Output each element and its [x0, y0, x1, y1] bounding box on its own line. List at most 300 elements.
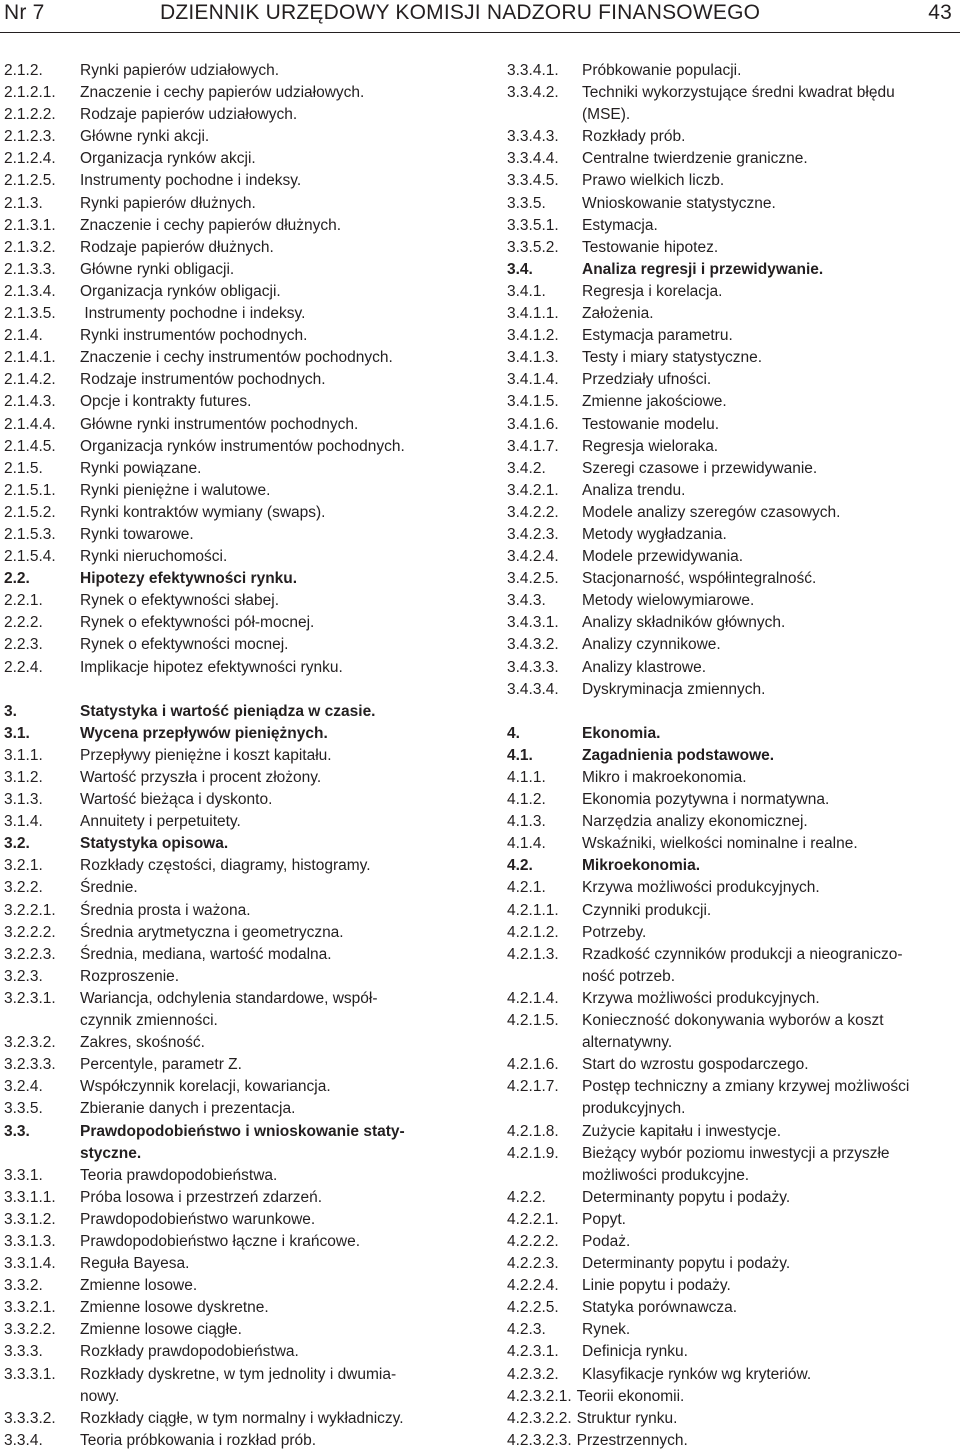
toc-entry [4, 148, 460, 170]
entry-title: Zużycie kapitału i inwestycje. [582, 1122, 781, 1140]
entry-title: Rynki kontraktów wymiany (swaps). [80, 503, 326, 521]
toc-entry [4, 1275, 460, 1297]
entry-title: Przestrzennych. [576, 1431, 688, 1449]
entry-number: 3.1.3. [4, 791, 43, 809]
entry-number: 2.1.2.1. [4, 84, 56, 102]
entry-number: 2.1.5.2. [4, 503, 56, 521]
toc-entry [4, 126, 460, 148]
entry-number: 4.2.3.2.1. [507, 1387, 572, 1405]
entry-number: 3.3.4. [4, 1431, 43, 1449]
entry-title: Zbieranie danych i prezentacja. [80, 1100, 296, 1118]
entry-number: 4.2.1.9. [507, 1144, 559, 1162]
toc-entry [507, 170, 960, 192]
toc-entry [4, 414, 460, 436]
toc-entry [507, 215, 960, 237]
entry-title: Organizacja rynków akcji. [80, 150, 256, 168]
toc-entry [4, 988, 460, 1010]
entry-title: Modele analizy szeregów czasowych. [582, 503, 841, 521]
entry-title: Główne rynki akcji. [80, 128, 210, 146]
toc-entry [507, 281, 960, 303]
entry-title: produkcyjnych. [582, 1100, 686, 1118]
toc-entry [4, 237, 460, 259]
entry-title: Teoria próbkowania i rozkład prób. [80, 1431, 317, 1449]
entry-title: Statystyka opisowa. [80, 835, 229, 853]
entry-title: Start do wzrostu gospodarczego. [582, 1056, 809, 1074]
toc-entry [507, 458, 960, 480]
toc-entry [4, 745, 460, 767]
entry-number: 3.2.3. [4, 967, 43, 985]
toc-entry [507, 1098, 960, 1120]
toc-entry [507, 1253, 960, 1275]
entry-title: Rodzaje papierów dłużnych. [80, 238, 274, 256]
toc-entry [507, 1341, 960, 1363]
entry-title: Rynki nieruchomości. [80, 548, 228, 566]
entry-number: 4.2.1.5. [507, 1012, 559, 1030]
entry-number: 4.2.1.1. [507, 901, 559, 919]
toc-entry [507, 502, 960, 524]
toc-entry [4, 1032, 460, 1054]
entry-number: 3.2.3.2. [4, 1034, 56, 1052]
entry-title: Organizacja rynków instrumentów pochodnych. [80, 437, 405, 455]
entry-title: Zmienne jakościowe. [582, 393, 727, 411]
entry-title: Rodzaje papierów udziałowych. [80, 106, 298, 124]
toc-entry [4, 1209, 460, 1231]
entry-number: 3.3.3. [4, 1343, 43, 1361]
toc-entry [4, 855, 460, 877]
entry-number: 3.2.2.2. [4, 923, 56, 941]
entry-title: Znaczenie i cechy papierów udziałowych. [80, 84, 365, 102]
toc-entry [507, 436, 960, 458]
entry-number: 3.3.5. [507, 194, 546, 212]
toc-entry [507, 480, 960, 502]
entry-title: Analiza trendu. [582, 481, 686, 499]
entry-title: Regresja i korelacja. [582, 282, 723, 300]
toc-entry [4, 922, 460, 944]
entry-title: Regresja wieloraka. [582, 437, 719, 455]
entry-number: 3.1. [4, 724, 30, 742]
entry-number: 3.3.1.4. [4, 1255, 56, 1273]
entry-title: Wskaźniki, wielkości nominalne i realne. [582, 835, 858, 853]
toc-entry [4, 1297, 460, 1319]
entry-number: 3.4.3.4. [507, 680, 559, 698]
entry-title: Rozproszenie. [80, 967, 180, 985]
entry-number: 3.4.2.1. [507, 481, 559, 499]
entry-number: 3.3.2.2. [4, 1321, 56, 1339]
toc-entry [507, 60, 960, 82]
entry-number: 3.1.4. [4, 813, 43, 831]
toc-entry [507, 1319, 960, 1341]
entry-number: 4.2. [507, 857, 533, 875]
entry-number: 4.1.4. [507, 835, 546, 853]
right-column [507, 60, 960, 1452]
entry-title: Linie popytu i podaży. [582, 1277, 731, 1295]
toc-entry [4, 347, 460, 369]
toc-entry [507, 414, 960, 436]
toc-entry [507, 1430, 960, 1452]
toc-entry [507, 104, 960, 126]
entry-number: 3.4.1.2. [507, 327, 559, 345]
entry-title: Bieżący wybór poziomu inwestycji a przyszłe [582, 1144, 890, 1162]
toc-entry [507, 1165, 960, 1187]
entry-number: 4. [507, 724, 520, 742]
toc-entry [4, 1386, 460, 1408]
entry-number: 3.1.1. [4, 746, 43, 764]
entry-title: Metody wygładzania. [582, 525, 727, 543]
toc-entry [507, 789, 960, 811]
toc-entry [4, 1341, 460, 1363]
entry-number: 4.2.3.2.2. [507, 1409, 572, 1427]
entry-number: 3.3.5.1. [507, 216, 559, 234]
entry-title: Analizy składników głównych. [582, 614, 786, 632]
entry-number: 4.2.1.7. [507, 1078, 559, 1096]
entry-number: 4.2.3. [507, 1321, 546, 1339]
entry-number: 4.2.1. [507, 879, 546, 897]
toc-entry [4, 634, 460, 656]
entry-title: Zakres, skośność. [80, 1034, 205, 1052]
entry-title: Wycena przepływów pieniężnych. [80, 724, 328, 742]
toc-entry [507, 833, 960, 855]
entry-number: 3.4.1.5. [507, 393, 559, 411]
toc-entry [507, 634, 960, 656]
toc-entry [507, 524, 960, 546]
entry-number: 3.4.2.2. [507, 503, 559, 521]
toc-entry [507, 1143, 960, 1165]
entry-title: Opcje i kontrakty futures. [80, 393, 252, 411]
toc-entry [4, 657, 460, 679]
entry-title: Średnia, mediana, wartość modalna. [80, 945, 332, 963]
entry-number [507, 1032, 582, 1054]
entry-title: Próbkowanie populacji. [582, 62, 742, 79]
entry-number: 3.2. [4, 835, 30, 853]
toc-entry [507, 148, 960, 170]
entry-number: 4.2.1.6. [507, 1056, 559, 1074]
entry-title: Zmienne losowe. [80, 1277, 198, 1295]
toc-entry [4, 1054, 460, 1076]
toc-entry [507, 1408, 960, 1430]
entry-number: 3.4.3. [507, 592, 546, 610]
toc-entry [4, 458, 460, 480]
toc-entry [4, 1364, 460, 1386]
entry-title: Percentyle, parametr Z. [80, 1056, 242, 1074]
toc-entry [4, 215, 460, 237]
toc-entry [507, 922, 960, 944]
entry-title: Popyt. [582, 1210, 626, 1228]
entry-title: Mikro i makroekonomia. [582, 769, 747, 786]
entry-title: Stacjonarność, współintegralność. [582, 570, 817, 588]
entry-number: 2.2.4. [4, 658, 43, 676]
entry-title: Rozkłady ciągłe, w tym normalny i wykładniczy. [80, 1409, 404, 1427]
entry-number: 3.4. [507, 260, 533, 278]
toc-entry [4, 966, 460, 988]
entry-number: 2.1.3.2. [4, 238, 56, 256]
entry-number: 3.2.2. [4, 879, 43, 897]
entry-title: Prawo wielkich liczb. [582, 172, 725, 190]
entry-title: Rynki towarowe. [80, 525, 194, 543]
toc-entry [507, 1054, 960, 1076]
toc-entry [4, 480, 460, 502]
entry-number: 2.1.5.4. [4, 548, 56, 566]
entry-number: 3.3.1. [4, 1166, 43, 1184]
entry-number: 2.1.4. [4, 327, 43, 345]
toc-entry [507, 1032, 960, 1054]
entry-title: styczne. [80, 1144, 142, 1162]
entry-number: 4.2.2. [507, 1188, 546, 1206]
toc-entry [507, 590, 960, 612]
toc-entry [507, 811, 960, 833]
toc-entry [507, 988, 960, 1010]
toc-entry [4, 1231, 460, 1253]
entry-number: 4.2.1.4. [507, 989, 559, 1007]
toc-entry [4, 325, 460, 347]
entry-title: Rodzaje instrumentów pochodnych. [80, 371, 326, 389]
toc-entry [507, 303, 960, 325]
entry-number: 3.3.4.4. [507, 150, 559, 168]
toc-entry [507, 900, 960, 922]
entry-title: Determinanty popytu i podaży. [582, 1255, 791, 1273]
entry-title: Krzywa możliwości produkcyjnych. [582, 989, 820, 1007]
toc-entry [4, 281, 460, 303]
entry-number: 3.1.2. [4, 769, 43, 786]
entry-title: Analiza regresji i przewidywanie. [582, 260, 824, 278]
entry-number: 2.1.4.1. [4, 349, 56, 367]
entry-number: 4.2.2.4. [507, 1277, 559, 1295]
entry-title: Średnia prosta i ważona. [80, 901, 251, 919]
entry-title: Reguła Bayesa. [80, 1255, 190, 1273]
entry-title: Estymacja. [582, 216, 658, 234]
entry-number: 3.4.1.6. [507, 415, 559, 433]
toc-entry [4, 590, 460, 612]
entry-number: 2.2.2. [4, 614, 43, 632]
entry-title: Struktur rynku. [576, 1409, 678, 1427]
toc-entry [507, 126, 960, 148]
toc-entry [507, 1121, 960, 1143]
entry-title: Hipotezy efektywności rynku. [80, 570, 298, 588]
entry-title: Podaż. [582, 1232, 631, 1250]
toc-entry [507, 1076, 960, 1098]
entry-number: 3.2.3.3. [4, 1056, 56, 1074]
entry-title: Średnia arytmetyczna i geometryczna. [80, 923, 344, 941]
entry-number: 3.3.5.2. [507, 238, 559, 256]
toc-entry [507, 568, 960, 590]
entry-number: 2.2. [4, 570, 30, 588]
entry-title: Zmienne losowe dyskretne. [80, 1299, 269, 1317]
toc-entry [4, 877, 460, 899]
toc-entry [4, 568, 460, 590]
entry-title: Rozkłady prób. [582, 128, 686, 146]
entry-title: Ekonomia pozytywna i normatywna. [582, 791, 830, 809]
toc-entry [4, 546, 460, 568]
entry-title: Wariancja, odchylenia standardowe, współ- [80, 989, 378, 1007]
toc-entry [4, 900, 460, 922]
entry-title: Rynki powiązane. [80, 459, 202, 477]
toc-entry [4, 82, 460, 104]
entry-title: Wartość przyszła i procent złożony. [80, 769, 322, 786]
toc-entry [4, 391, 460, 413]
entry-title: (MSE). [582, 106, 631, 124]
entry-title: Testowanie hipotez. [582, 238, 719, 256]
toc-entry [507, 1386, 960, 1408]
entry-number: 3.3.1.2. [4, 1210, 56, 1228]
entry-title: Prawdopodobieństwo warunkowe. [80, 1210, 316, 1228]
toc-entry [4, 701, 460, 723]
entry-title: Instrumenty pochodne i indeksy. [80, 172, 302, 190]
entry-title: Zagadnienia podstawowe. [582, 746, 775, 764]
left-column [4, 60, 460, 1452]
toc-entry [507, 855, 960, 877]
entry-title: Implikacje hipotez efektywności rynku. [80, 658, 343, 676]
entry-title: Wartość bieżąca i dyskonto. [80, 791, 273, 809]
toc-entry [507, 369, 960, 391]
entry-number: 2.1.3.4. [4, 282, 56, 300]
entry-title: Testowanie modelu. [582, 415, 719, 433]
toc-entry [4, 723, 460, 745]
entry-title: ność potrzeb. [582, 967, 676, 985]
toc-entry [4, 524, 460, 546]
entry-title: Definicja rynku. [582, 1343, 688, 1361]
page-number-left: Nr 7 [4, 1, 45, 24]
page-header [0, 0, 960, 33]
entry-number [507, 966, 582, 988]
entry-number: 4.2.1.3. [507, 945, 559, 963]
entry-number: 3.2.1. [4, 857, 43, 875]
section-spacer [507, 701, 960, 723]
entry-number: 3.3.2.1. [4, 1299, 56, 1317]
entry-title: Statystyka i wartość pieniądza w czasie. [80, 702, 376, 720]
section-spacer [4, 679, 460, 701]
entry-number: 4.2.1.2. [507, 923, 559, 941]
toc-entry [4, 833, 460, 855]
toc-entry [4, 1319, 460, 1341]
entry-title: Metody wielowymiarowe. [582, 592, 755, 610]
entry-number: 3.3.4.3. [507, 128, 559, 146]
page-number-right: 43 [928, 1, 952, 24]
entry-number: 3.3. [4, 1122, 30, 1140]
entry-number: 3. [4, 702, 17, 720]
entry-number: 3.3.2. [4, 1277, 43, 1295]
toc-entry [507, 877, 960, 899]
entry-title: alternatywny. [582, 1034, 673, 1052]
entry-number: 4.1. [507, 746, 533, 764]
entry-number [4, 1386, 80, 1408]
toc-entry [4, 1165, 460, 1187]
entry-number: 3.4.1.7. [507, 437, 559, 455]
toc-entry [4, 502, 460, 524]
toc-entry [4, 612, 460, 634]
entry-number: 2.1.4.3. [4, 393, 56, 411]
entry-number: 3.4.1.3. [507, 349, 559, 367]
journal-title: DZIENNIK URZĘDOWY KOMISJI NADZORU FINANSOWEGO [160, 1, 761, 24]
entry-number: 3.4.2.4. [507, 548, 559, 566]
entry-number: 2.1.3. [4, 194, 43, 212]
entry-title: Rozkłady dyskretne, w tym jednolity i dwumia- [80, 1365, 397, 1383]
entry-number: 4.2.3.2. [507, 1365, 559, 1383]
entry-title: Klasyfikacje rynków wg kryteriów. [582, 1365, 812, 1383]
entry-number: 3.3.1.1. [4, 1188, 56, 1206]
entry-title: Teoria prawdopodobieństwa. [80, 1166, 278, 1184]
entry-number: 3.3.3.2. [4, 1409, 56, 1427]
entry-number: 4.1.1. [507, 769, 546, 786]
entry-number: 3.2.2.3. [4, 945, 56, 963]
entry-number: 2.2.3. [4, 636, 43, 654]
entry-number: 3.3.5. [4, 1100, 43, 1118]
entry-title: Próba losowa i przestrzeń zdarzeń. [80, 1188, 323, 1206]
toc-entry [507, 679, 960, 701]
entry-title: Postęp techniczny a zmiany krzywej możliwości [582, 1078, 910, 1096]
toc-entry [507, 612, 960, 634]
toc-entry [507, 259, 960, 281]
entry-title: Potrzeby. [582, 923, 647, 941]
entry-number [507, 1098, 582, 1120]
entry-number: 3.4.3.1. [507, 614, 559, 632]
entry-number: 4.2.2.1. [507, 1210, 559, 1228]
toc-entry [4, 1121, 460, 1143]
entry-number: 3.4.2.3. [507, 525, 559, 543]
toc-entry [4, 789, 460, 811]
entry-title: Rynki instrumentów pochodnych. [80, 327, 308, 345]
toc-entry [4, 767, 460, 789]
entry-number: 3.2.2.1. [4, 901, 56, 919]
entry-number: 4.2.1.8. [507, 1122, 559, 1140]
toc-entry [507, 347, 960, 369]
toc-entry [4, 193, 460, 215]
entry-number: 4.2.2.2. [507, 1232, 559, 1250]
entry-number: 2.1.2.4. [4, 150, 56, 168]
toc-entry [507, 325, 960, 347]
entry-number: 2.1.2.2. [4, 106, 56, 124]
toc-entry [507, 1297, 960, 1319]
entry-title: Narzędzia analizy ekonomicznej. [582, 813, 808, 831]
entry-number: 2.1.3.1. [4, 216, 56, 234]
entry-title: Rzadkość czynników produkcji a nieograniczo- [582, 945, 903, 963]
toc-entry [507, 1275, 960, 1297]
entry-number: 3.4.3.2. [507, 636, 559, 654]
entry-title: Rozkłady prawdopodobieństwa. [80, 1343, 299, 1361]
entry-number: 3.2.3.1. [4, 989, 56, 1007]
entry-title: Krzywa możliwości produkcyjnych. [582, 879, 820, 897]
entry-title: Rynki pieniężne i walutowe. [80, 481, 271, 499]
entry-number: 4.2.2.3. [507, 1255, 559, 1273]
toc-entry [4, 60, 460, 82]
entry-title: Szeregi czasowe i przewidywanie. [582, 459, 818, 477]
entry-title: Prawdopodobieństwo łączne i krańcowe. [80, 1232, 361, 1250]
entry-number: 4.1.2. [507, 791, 546, 809]
entry-title: nowy. [80, 1387, 120, 1405]
entry-title: Rynek o efektywności mocnej. [80, 636, 289, 654]
entry-title: Centralne twierdzenie graniczne. [582, 150, 808, 168]
toc-entry [4, 170, 460, 192]
entry-number: 3.3.4.1. [507, 62, 559, 79]
toc-entry [4, 1187, 460, 1209]
toc-entry [507, 723, 960, 745]
toc-entry [4, 944, 460, 966]
entry-number: 3.4.1.1. [507, 305, 559, 323]
entry-number: 2.1.4.2. [4, 371, 56, 389]
toc-entry [507, 546, 960, 568]
entry-number: 2.1.5.3. [4, 525, 56, 543]
toc-entry [4, 104, 460, 126]
toc-entry [507, 745, 960, 767]
entry-title: Współczynnik korelacji, kowariancja. [80, 1078, 331, 1096]
entry-number [507, 104, 582, 126]
toc-entry [507, 82, 960, 104]
toc-entry [507, 1209, 960, 1231]
entry-number: 2.1.4.4. [4, 415, 56, 433]
entry-number: 3.3.4.2. [507, 84, 559, 102]
entry-number: 3.4.3.3. [507, 658, 559, 676]
entry-number: 2.1.3.5. [4, 305, 56, 323]
entry-title: czynnik zmienności. [80, 1012, 218, 1030]
entry-title: Instrumenty pochodne i indeksy. [80, 305, 306, 323]
